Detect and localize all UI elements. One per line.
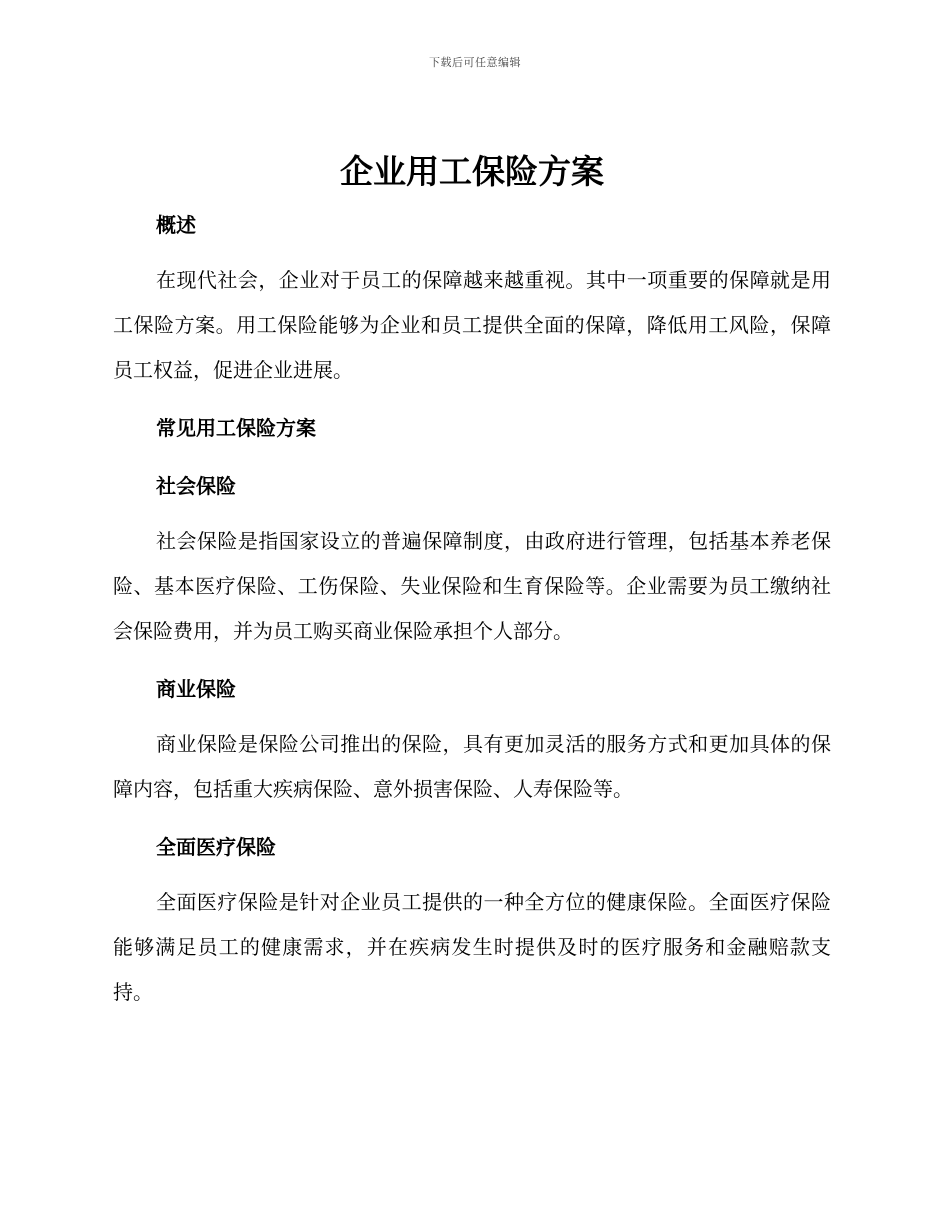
document-body (113, 148, 831, 1015)
section-heading-commercial-insurance: 商业保险 (156, 677, 236, 701)
header-note: 下载后可任意编辑 (429, 56, 521, 69)
section-heading-overview: 概述 (156, 213, 196, 237)
paragraph-social-insurance: 社会保险是指国家设立的普遍保障制度，由政府进行管理，包括基本养老保险、基本医疗保险、工伤保险、失业保险和生育保险等。企业需要为员工缴纳社会保险费用，并为员工购买商业保险承担个人部分。 (113, 529, 831, 643)
paragraph-medical-insurance: 全面医疗保险是针对企业员工提供的一种全方位的健康保险。全面医疗保险能够满足员工的健康需求，并在疾病发生时提供及时的医疗服务和金融赔款支持。 (113, 890, 831, 1004)
document-title: 企业用工保险方案 (340, 152, 604, 191)
section-heading-common-plans: 常见用工保险方案 (156, 416, 316, 440)
paragraph-commercial-insurance: 商业保险是保险公司推出的保险，具有更加灵活的服务方式和更加具体的保障内容，包括重大疾病保险、意外损害保险、人寿保险等。 (113, 732, 831, 801)
paragraph-overview: 在现代社会，企业对于员工的保障越来越重视。其中一项重要的保障就是用工保险方案。用工保险能够为企业和员工提供全面的保障，降低用工风险，保障员工权益，促进企业进展。 (113, 268, 831, 382)
section-heading-social-insurance: 社会保险 (156, 474, 236, 498)
section-heading-medical-insurance: 全面医疗保险 (156, 835, 276, 859)
